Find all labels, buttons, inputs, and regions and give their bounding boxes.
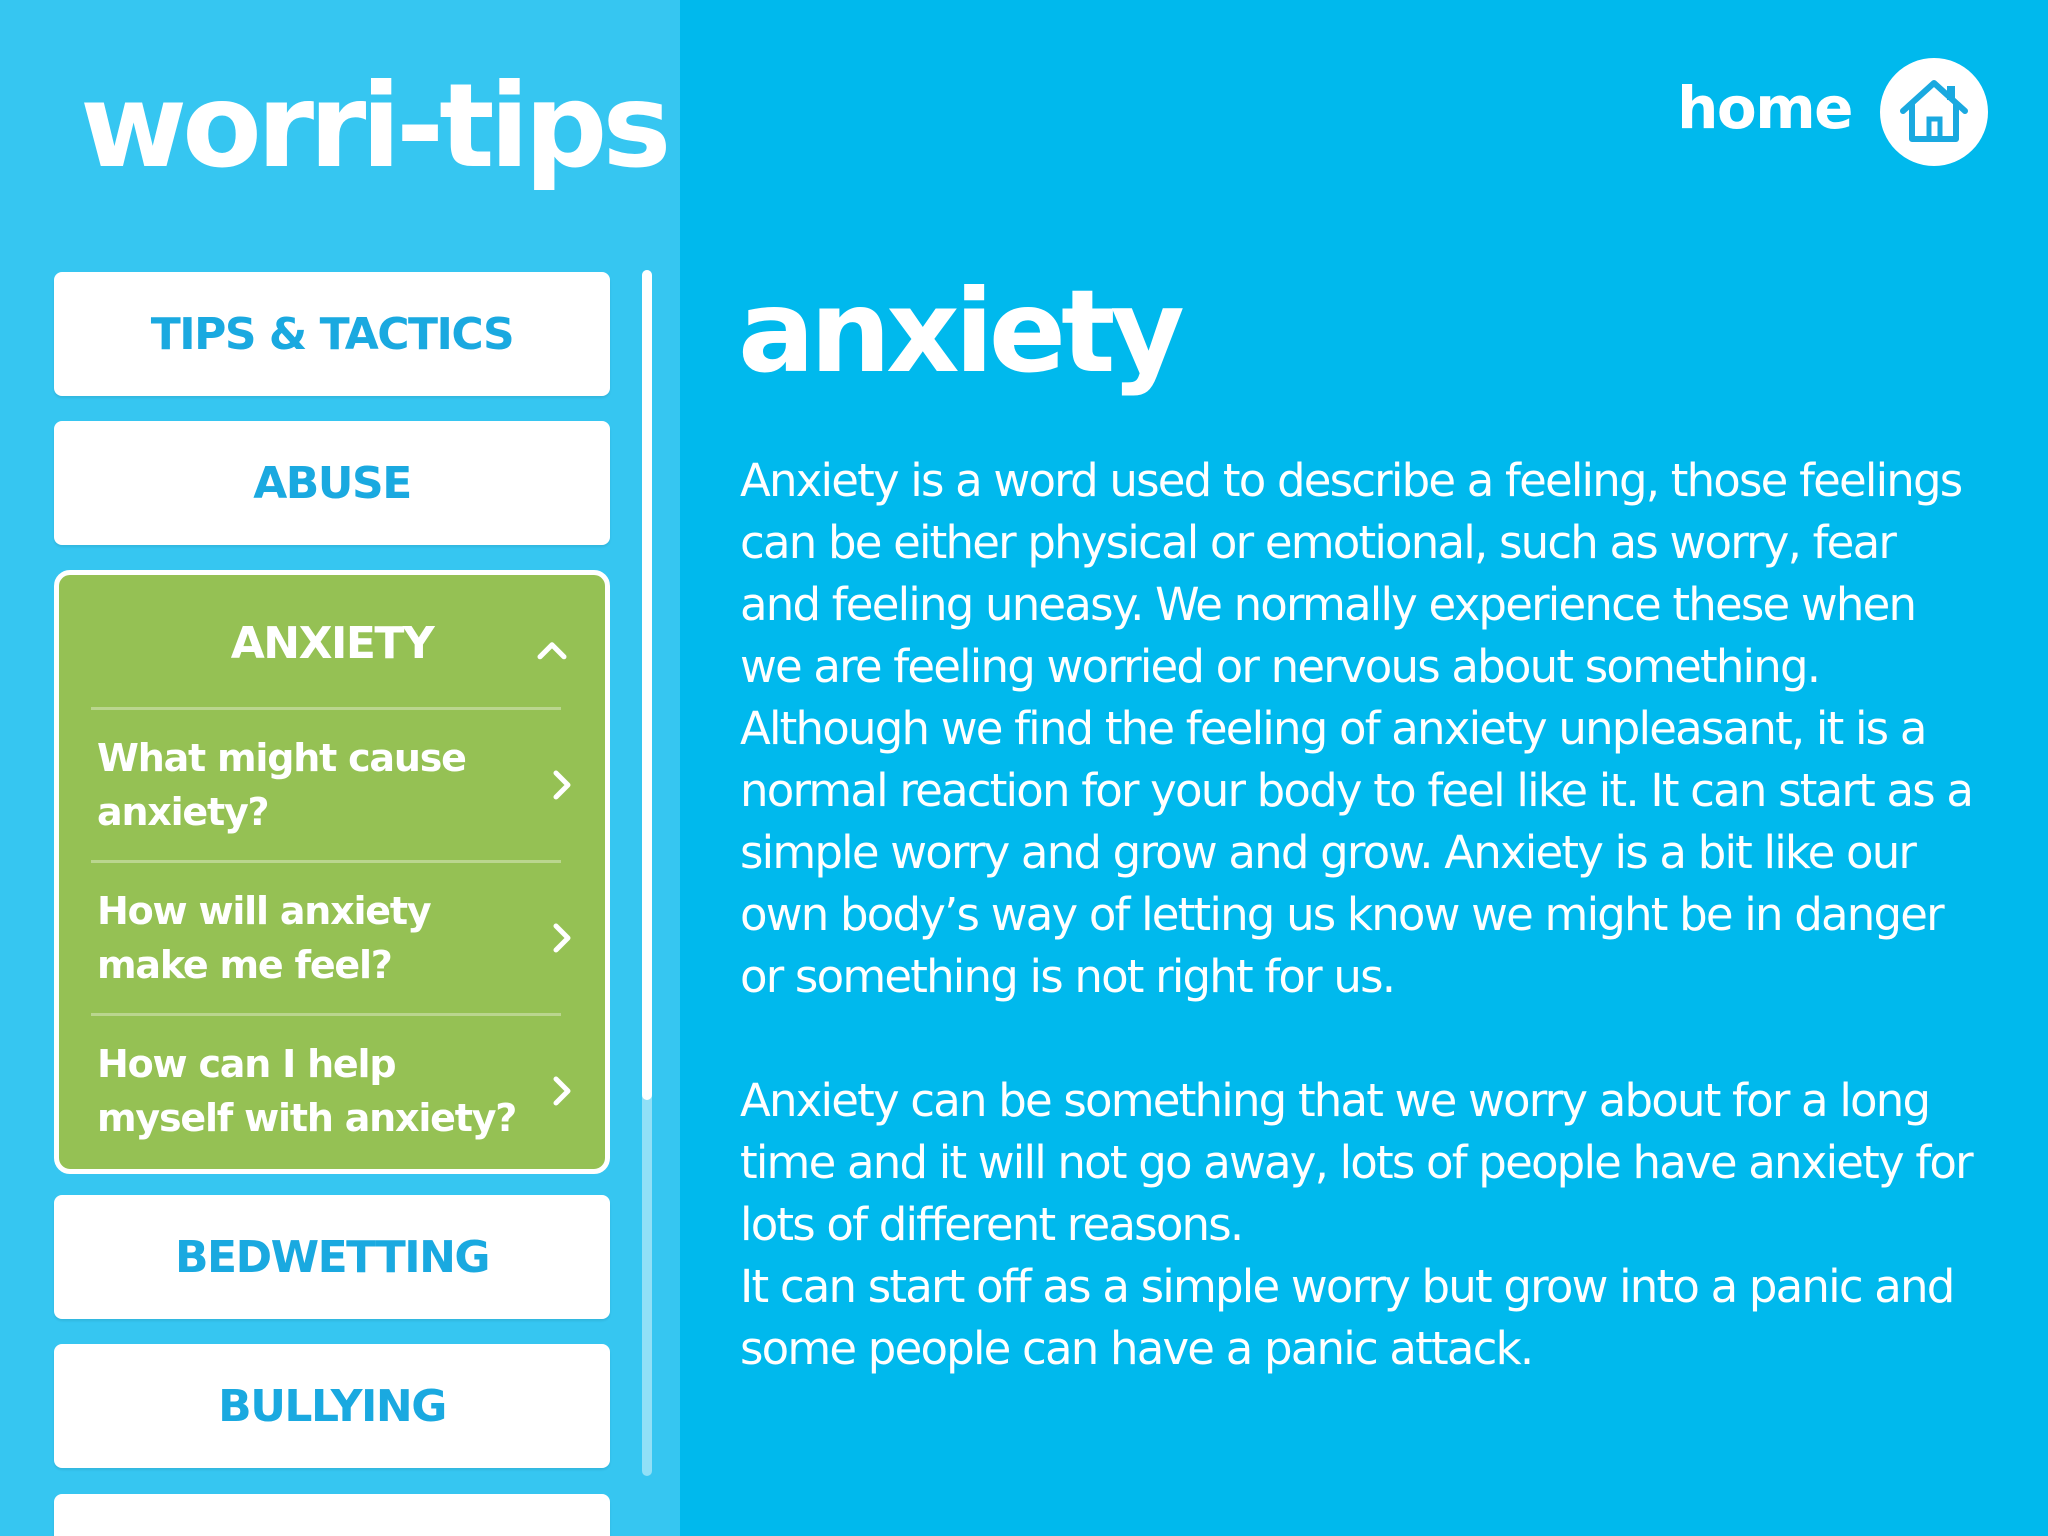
menu-button-bedwetting[interactable]: BEDWETTING (54, 1195, 610, 1319)
sidebar (0, 0, 680, 1536)
submenu-item-label: How can I help myself with anxiety? (97, 1042, 517, 1140)
menu-button-abuse[interactable]: ABUSE (54, 421, 610, 545)
menu-button-anxiety[interactable] (59, 575, 605, 711)
chevron-right-icon (547, 1071, 577, 1111)
menu-button-bullying[interactable]: BULLYING (54, 1344, 610, 1468)
app-logo[interactable]: worri-tips (80, 59, 667, 194)
menu-button-tips-tactics[interactable]: TIPS & TACTICS (54, 272, 610, 396)
article-body (740, 450, 1980, 1442)
submenu-item-how-can-i-help[interactable] (97, 1016, 577, 1166)
home-button[interactable] (1880, 58, 1988, 166)
house-icon (1895, 73, 1973, 151)
submenu-item-how-will-it-feel[interactable] (97, 863, 577, 1013)
submenu-item-label: How will anxiety make me feel? (97, 889, 431, 987)
chevron-right-icon (547, 765, 577, 805)
menu-button-partial[interactable] (54, 1494, 610, 1536)
chevron-right-icon (547, 918, 577, 958)
submenu-item-label: What might cause anxiety? (97, 736, 466, 834)
sidebar-scrollbar-thumb[interactable] (642, 270, 652, 1100)
menu-panel-anxiety (54, 570, 610, 1174)
article-paragraph: Anxiety is a word used to describe a feeling, those feelings can be either physical or emotional, such as worry, fear and feeling uneasy. We normally experience these when we are feeling worried or nervous about something. Although we find the feeling of anxiety unpleasant, it is a normal reaction for your body to feel like it. It can start as a simple worry and grow and grow. Anxiety is a bit like our own body’s way of letting us know we might be in danger or something is not right for us. (740, 454, 1973, 1003)
chevron-up-icon (535, 633, 569, 667)
page-title: anxiety (738, 265, 1180, 398)
menu-button-anxiety-label: ANXIETY (230, 617, 434, 669)
home-label[interactable]: home (1677, 74, 1852, 142)
article-paragraph: Anxiety can be something that we worry about for a long time and it will not go away, lots of people have anxiety for lots of different reasons. It can start off as a simple worry but grow into a panic and some people can have a panic attack. (740, 1074, 1972, 1375)
submenu-item-what-might-cause[interactable] (97, 710, 577, 860)
